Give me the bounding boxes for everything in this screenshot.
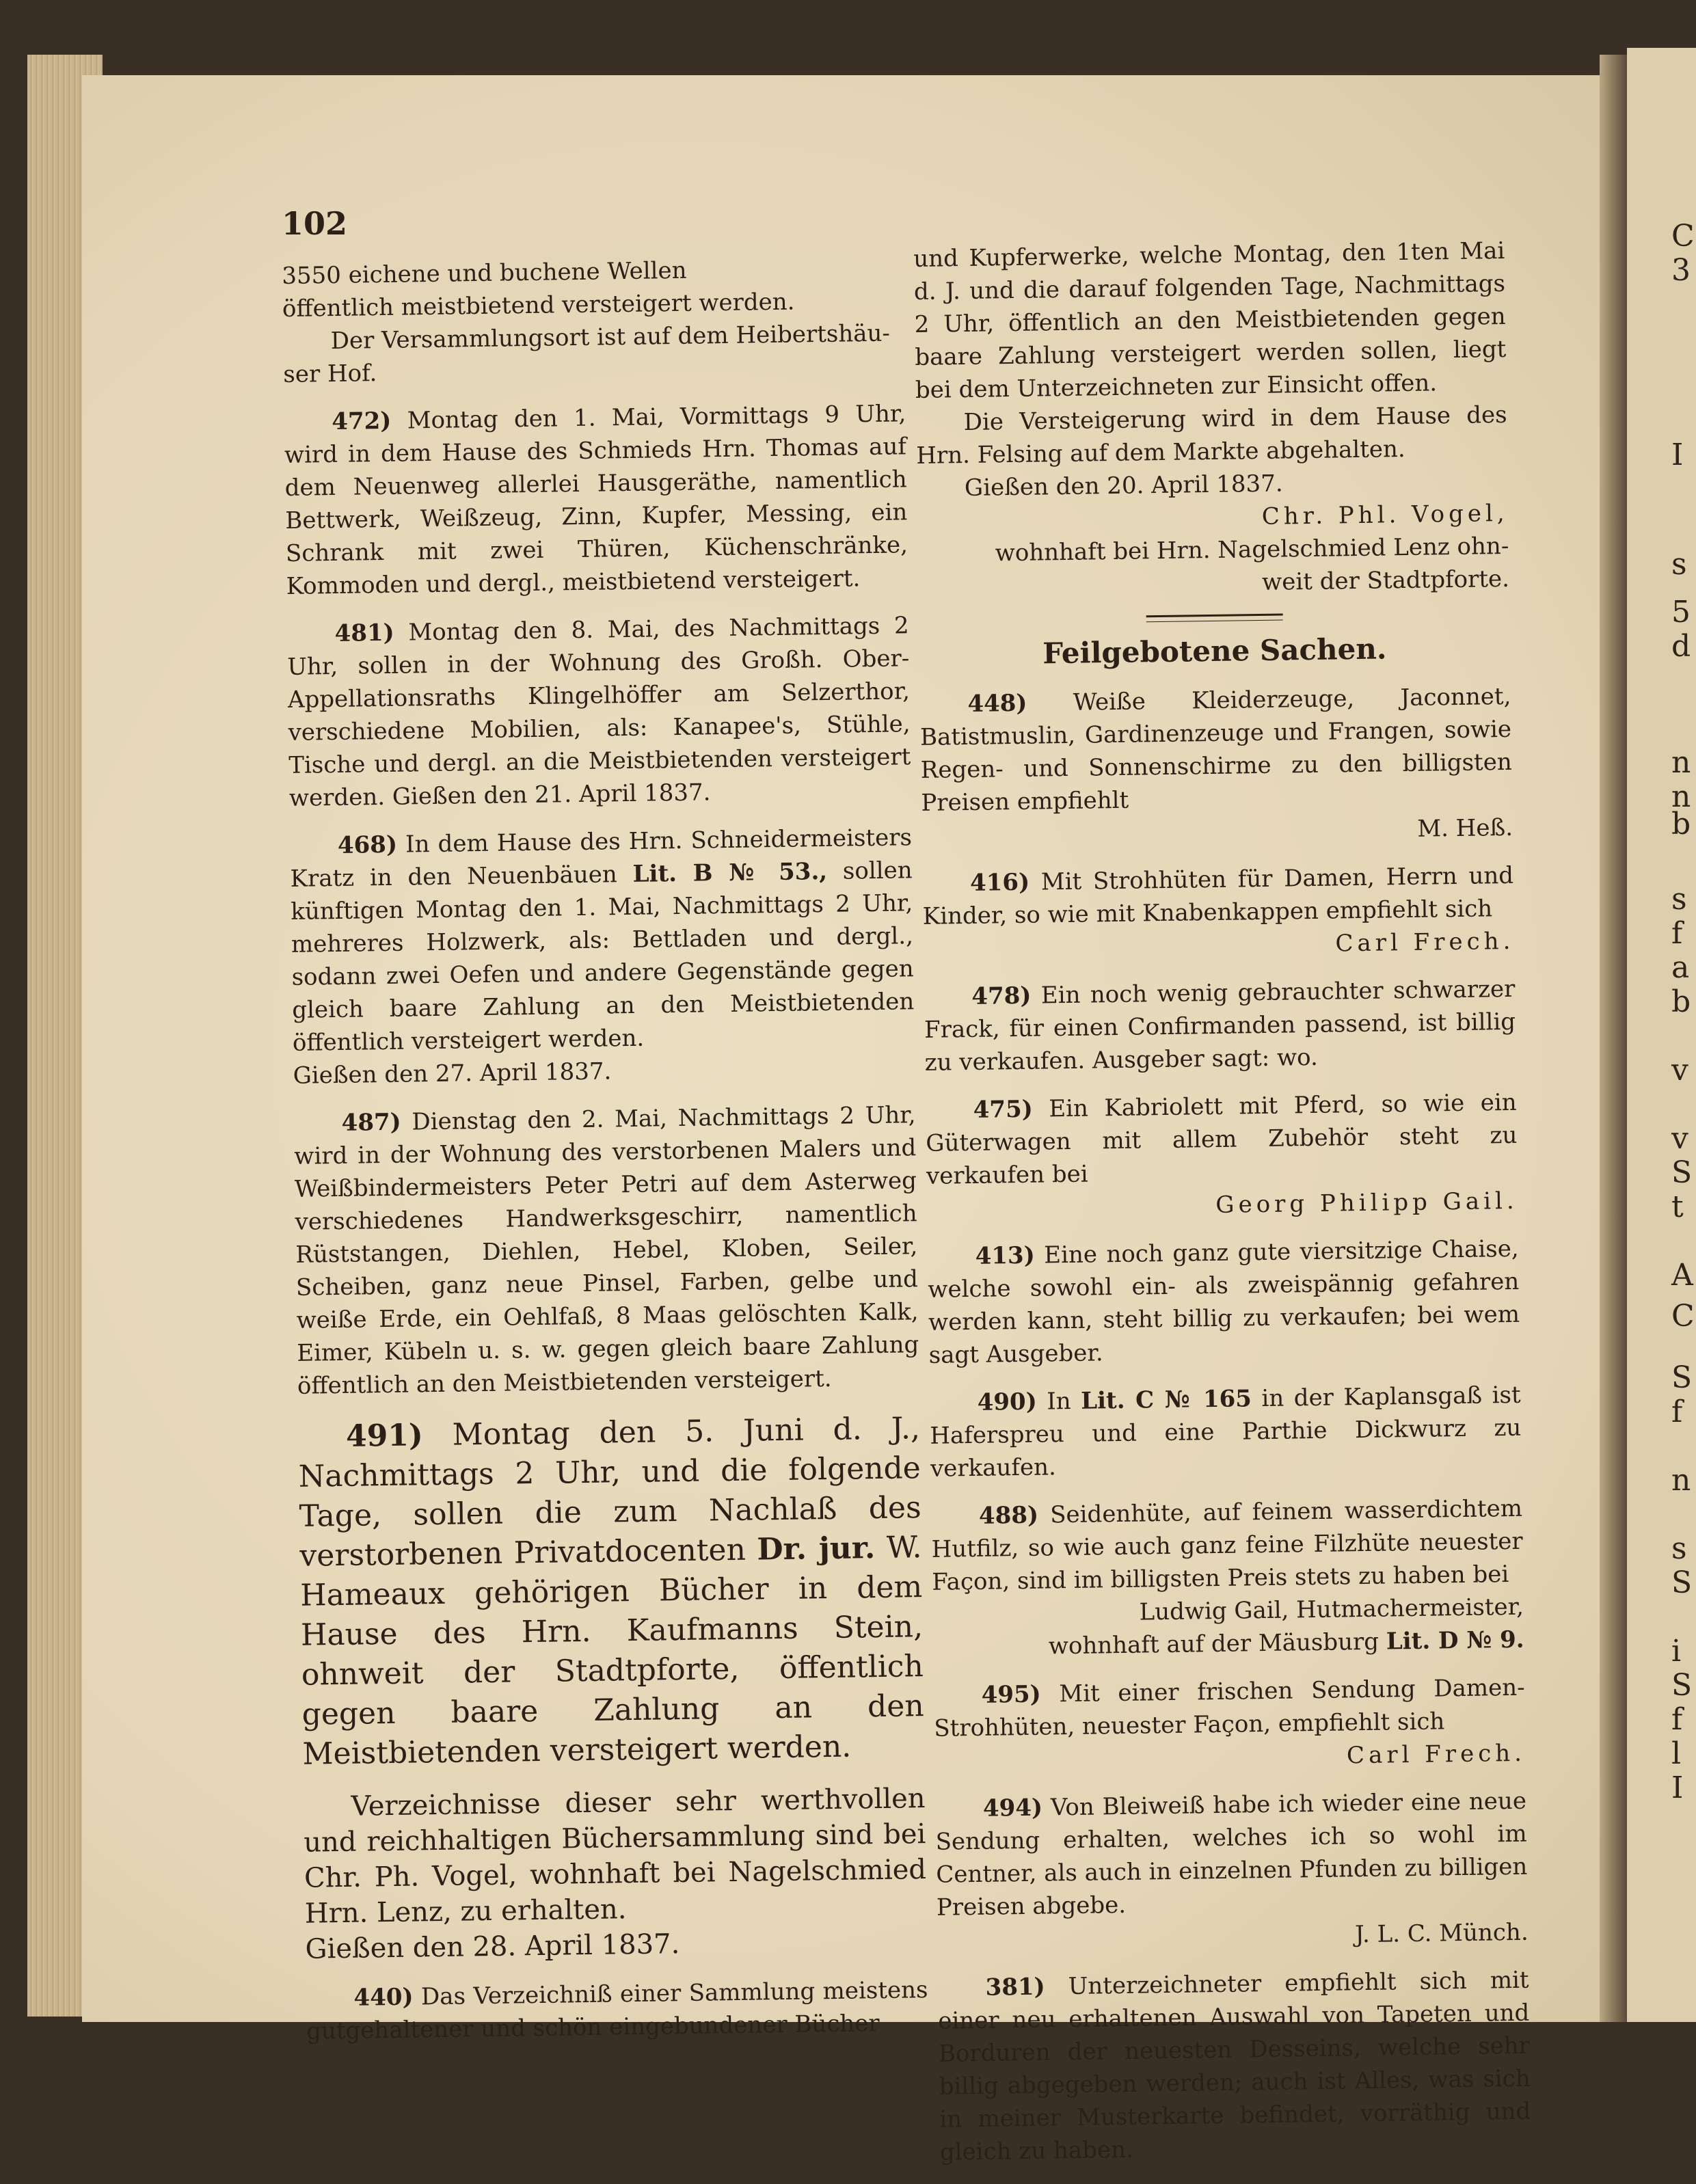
entry-text: Von Bleiweiß habe ich wieder eine neue Sendung erhalten, welches ich so wohl im Centner, als auch in einzelnen Pfunden zu billigen Preisen abgebe. (935, 1787, 1528, 1922)
edge-letter: s (1671, 547, 1687, 582)
entry-text: In dem Hause des Hrn. Schneidermeisters Kratz in den Neuenbäuen (290, 824, 913, 893)
entry-481 (286, 609, 911, 815)
entry-text: Ein noch wenig gebrauchter schwarzer Frack, für einen Confirmanden passend, ist billig zu verkaufen. Ausgeber sagt: wo. (924, 975, 1516, 1077)
advertiser-name: Carl Frech. (1335, 927, 1515, 958)
entry-number: 481) (334, 619, 394, 647)
entry-number: 488) (978, 1501, 1039, 1530)
entry-413 (927, 1232, 1520, 1372)
text-line: 3550 eichene und buchene Wellen (282, 256, 687, 290)
entry-416 (922, 859, 1515, 966)
entry-number: 440) (353, 1983, 414, 2012)
edge-letter: l (1671, 1736, 1682, 1771)
entry-488 (931, 1492, 1524, 1664)
entry-number: 490) (977, 1388, 1038, 1416)
edge-letter: S (1671, 1155, 1693, 1190)
entry-number: 448) (967, 689, 1027, 718)
signature-address: wohnhaft bei Hrn. Nagelschmied Lenz ohn- (995, 532, 1509, 567)
advertiser-name: Carl Frech. (1346, 1739, 1526, 1770)
text-line: öffentlich meistbietend versteigert werden. (282, 288, 795, 323)
edge-letter: S (1671, 1668, 1693, 1703)
advertiser-name: J. L. C. Münch. (1354, 1918, 1529, 1949)
page-number: 102 (282, 205, 348, 242)
entry-number: 491) (345, 1418, 424, 1454)
edge-letter: I (1671, 1770, 1684, 1805)
edge-letter: 5 (1671, 595, 1691, 630)
entry-text: Mit Strohhüten für Damen, Herrn und Kinder, so wie mit Knabenkappen empfiehlt sich (922, 861, 1514, 930)
entry-472 (284, 397, 908, 603)
edge-letter: t (1671, 1189, 1684, 1224)
entry-number: 468) (337, 831, 398, 859)
edge-letter: v (1671, 1121, 1688, 1156)
edge-letter: b (1671, 807, 1691, 841)
entry-number: 475) (973, 1095, 1034, 1124)
entry-text: Dienstag den 2. Mai, Nachmittags 2 Uhr, wird in der Wohnung des verstorbenen Malers und Weißbindermeisters Peter Petri auf dem Asterweg verschiedenes Handwerksgeschirr, namentlich Rüststangen, Diehlen, Hebel, Kloben, Seiler, Scheiben, ganz neue Pinsel, Farben, gelbe und weiße Erde, ein Oehlfaß, 8 Maas gelöschten Kalk, Eimer, Kübeln u. s. w. gegen gleich baare Zahlung öffentlich an den Meistbietenden versteigert. (294, 1101, 919, 1400)
entry-text: Montag den 5. Juni d. J., Nachmittags 2 Uhr, und die folgende Tage, sollen die zum Nachlaß des verstorbenen Privatdocenten (298, 1411, 921, 1574)
entry-text: und Kupferwerke, welche Montag, den 1ten Mai d. J. und die darauf folgenden Tage, Nachmittags 2 Uhr, öffentlich an den Meistbietenden gegen baare Zahlung versteigert werden sollen, liegt bei dem Unterzeichneten zur Einsicht offen. (913, 237, 1507, 404)
entry-478 (924, 973, 1516, 1079)
entry-text: Unterzeichneter empfiehlt sich mit einer neu erhaltenen Auswahl von Tapeten und Borduren der neuesten Desseins, welche sehr billig abgegeben werden; auch ist Alles, was sich in meiner Musterkarte befindet, vorräthig und gleich zu haben. (938, 1966, 1531, 2166)
edge-letter: A (1671, 1258, 1693, 1293)
entry-text: Mit einer frischen Sendung Damen-Strohhüten, neuester Façon, empfiehlt sich (934, 1673, 1525, 1742)
entry-440 (306, 1973, 928, 2048)
advertiser-name: M. Heß. (1417, 813, 1513, 843)
entry-number: 487) (341, 1108, 401, 1137)
left-column (282, 251, 929, 2062)
drjur-abbrev: Dr. jur. (757, 1531, 876, 1567)
entry-440-continuation (913, 234, 1509, 604)
entry-number: 413) (975, 1241, 1036, 1270)
advertiser-name: Ludwig Gail, Hutmachermeister, (1139, 1593, 1524, 1626)
entry-number: 416) (969, 868, 1030, 897)
lit-reference: Lit. B № 53., (632, 857, 828, 888)
entry-text: Weiße Kleiderzeuge, Jaconnet, Batistmuslin, Gardinenzeuge und Frangen, sowie Regen- und Sonnenschirme zu den billigsten Preisen empfiehlt (919, 682, 1512, 817)
right-column (913, 234, 1532, 2184)
edge-letter: I (1671, 437, 1684, 472)
entry-468 (290, 821, 915, 1092)
edge-letter: 3 (1671, 253, 1691, 288)
edge-letter: C (1671, 219, 1695, 254)
entry-490 (929, 1379, 1522, 1485)
entry-number: 478) (971, 982, 1032, 1010)
edge-letter: S (1671, 1565, 1693, 1600)
entry-text: Das Verzeichniß einer Sammlung meistens gutgehaltener und schön eingebundener Bücher (306, 1976, 928, 2045)
edge-letter: s (1671, 882, 1687, 917)
entry-date: Gießen den 28. April 1837. (305, 1928, 680, 1965)
entry-text: sollen künftigen Montag den 1. Mai, Nachmittags 2 Uhr, mehreres Holzwerk, als: Bettladen und dergl., sodann zwei Oefen und andere Gegenstände gegen gleich baare Zahlung an den Meistbietenden öffentlich versteigert werden. (291, 857, 915, 1057)
entry-number: 472) (332, 407, 392, 435)
section-title: Feilgebotene Sachen. (1042, 632, 1387, 671)
lit-reference: Lit. C № 165 (1080, 1385, 1252, 1415)
lit-reference: Lit. D № 9. (1386, 1626, 1524, 1656)
edge-letter: i (1671, 1634, 1682, 1669)
edge-letter: a (1671, 950, 1690, 985)
edge-letter: s (1671, 1531, 1687, 1566)
edge-letter: S (1671, 1360, 1693, 1395)
entry-text: W. Hameaux gehörigen Bücher in dem Hause des Hrn. Kaufmanns Stein, ohnweit der Stadtpforte, öffentlich gegen baare Zahlung an den Meistbietenden versteigert werden. (299, 1530, 924, 1772)
edge-letter: f (1671, 916, 1683, 951)
entry-text: in der Kaplansgaß ist Haferspreu und eine Parthie Dickwurz zu verkaufen. (930, 1381, 1522, 1483)
entry-381 (937, 1964, 1531, 2169)
entry-text: Montag den 8. Mai, des Nachmittags 2 Uhr, sollen in der Wohnung des Großh. Ober-Appellationsraths Klingelhöffer am Selzerthor, verschiedene Mobilien, als: Kanapee's, Stühle, Tische und dergl. an die Meistbietenden versteigert werden. Gießen den 21. April 1837. (287, 612, 911, 812)
entry-text: Ein Kabriolett mit Pferd, so wie ein Güterwagen mit allem Zubehör steht zu verkaufen bei (926, 1088, 1518, 1190)
entry-487 (293, 1098, 919, 1403)
signature-name: Chr. Phl. Vogel, (1261, 499, 1509, 530)
entry-491-catalog (303, 1781, 928, 1967)
entry-date: Gießen den 27. April 1837. (293, 1057, 612, 1090)
edge-letter: f (1671, 1702, 1683, 1737)
advertiser-name: Georg Philipp Gail. (1215, 1187, 1518, 1219)
entry-448 (919, 680, 1513, 852)
entry-number: 381) (985, 1973, 1045, 2001)
edge-letter: d (1671, 629, 1691, 664)
edge-letter: v (1671, 1053, 1688, 1088)
entry-494 (935, 1785, 1529, 1957)
entry-continuation-wellen (282, 251, 906, 391)
text-line: ser Hof. (283, 360, 377, 388)
book-gutter (1600, 55, 1627, 2022)
entry-number: 494) (982, 1794, 1043, 1822)
signature-address: weit der Stadtpforte. (1261, 565, 1510, 596)
facing-page-edge (1627, 48, 1696, 2022)
edge-letter: n (1671, 779, 1691, 814)
entry-text: In (1047, 1387, 1071, 1416)
edge-letter: C (1671, 1299, 1695, 1334)
edge-letter: f (1671, 1394, 1683, 1429)
edge-letter: b (1671, 984, 1691, 1019)
entry-number: 495) (981, 1680, 1042, 1709)
entry-text: Die Versteigerung wird in dem Hause des Hrn. Felsing auf dem Markte abgehalten. (916, 401, 1507, 470)
address-text: wohnhaft auf der Mäusburg (1048, 1628, 1379, 1660)
text-line: Der Versammlungsort ist auf dem Heibertshäu- (330, 319, 891, 355)
entry-text: Verzeichnisse dieser sehr werthvollen und reichhaltigen Büchersammlung sind bei Chr. Ph. Vogel, wohnhaft bei Nagelschmied Hrn. Lenz, zu erhalten. (304, 1783, 927, 1930)
entry-text: Montag den 1. Mai, Vormittags 9 Uhr, wird in dem Hause des Schmieds Hrn. Thomas auf dem Neuenweg allerlei Hausgeräthe, namentlich Bettwerk, Weißzeug, Zinn, Kupfer, Messing, ein Schrank mit zwei Thüren, Küchenschränke, Kommoden und dergl., meistbietend versteigert. (284, 400, 908, 600)
entry-475 (925, 1086, 1518, 1226)
entry-date: Gießen den 20. April 1837. (964, 470, 1283, 502)
entry-text: Seidenhüte, auf feinem wasserdichtem Hutfilz, so wie auch ganz feine Filzhüte neuester Façon, sind im billigsten Preis stets zu haben bei (931, 1494, 1523, 1596)
entry-491 (298, 1409, 925, 1775)
section-divider (1146, 614, 1282, 623)
edge-letter: n (1671, 745, 1691, 780)
entry-495 (933, 1671, 1526, 1778)
entry-text: Eine noch ganz gute viersitzige Chaise, welche sowohl ein- als zweispännig gefahren werden kann, steht billig zu verkaufen; bei wem sagt Ausgeber. (928, 1235, 1520, 1369)
edge-letter: n (1671, 1463, 1691, 1498)
